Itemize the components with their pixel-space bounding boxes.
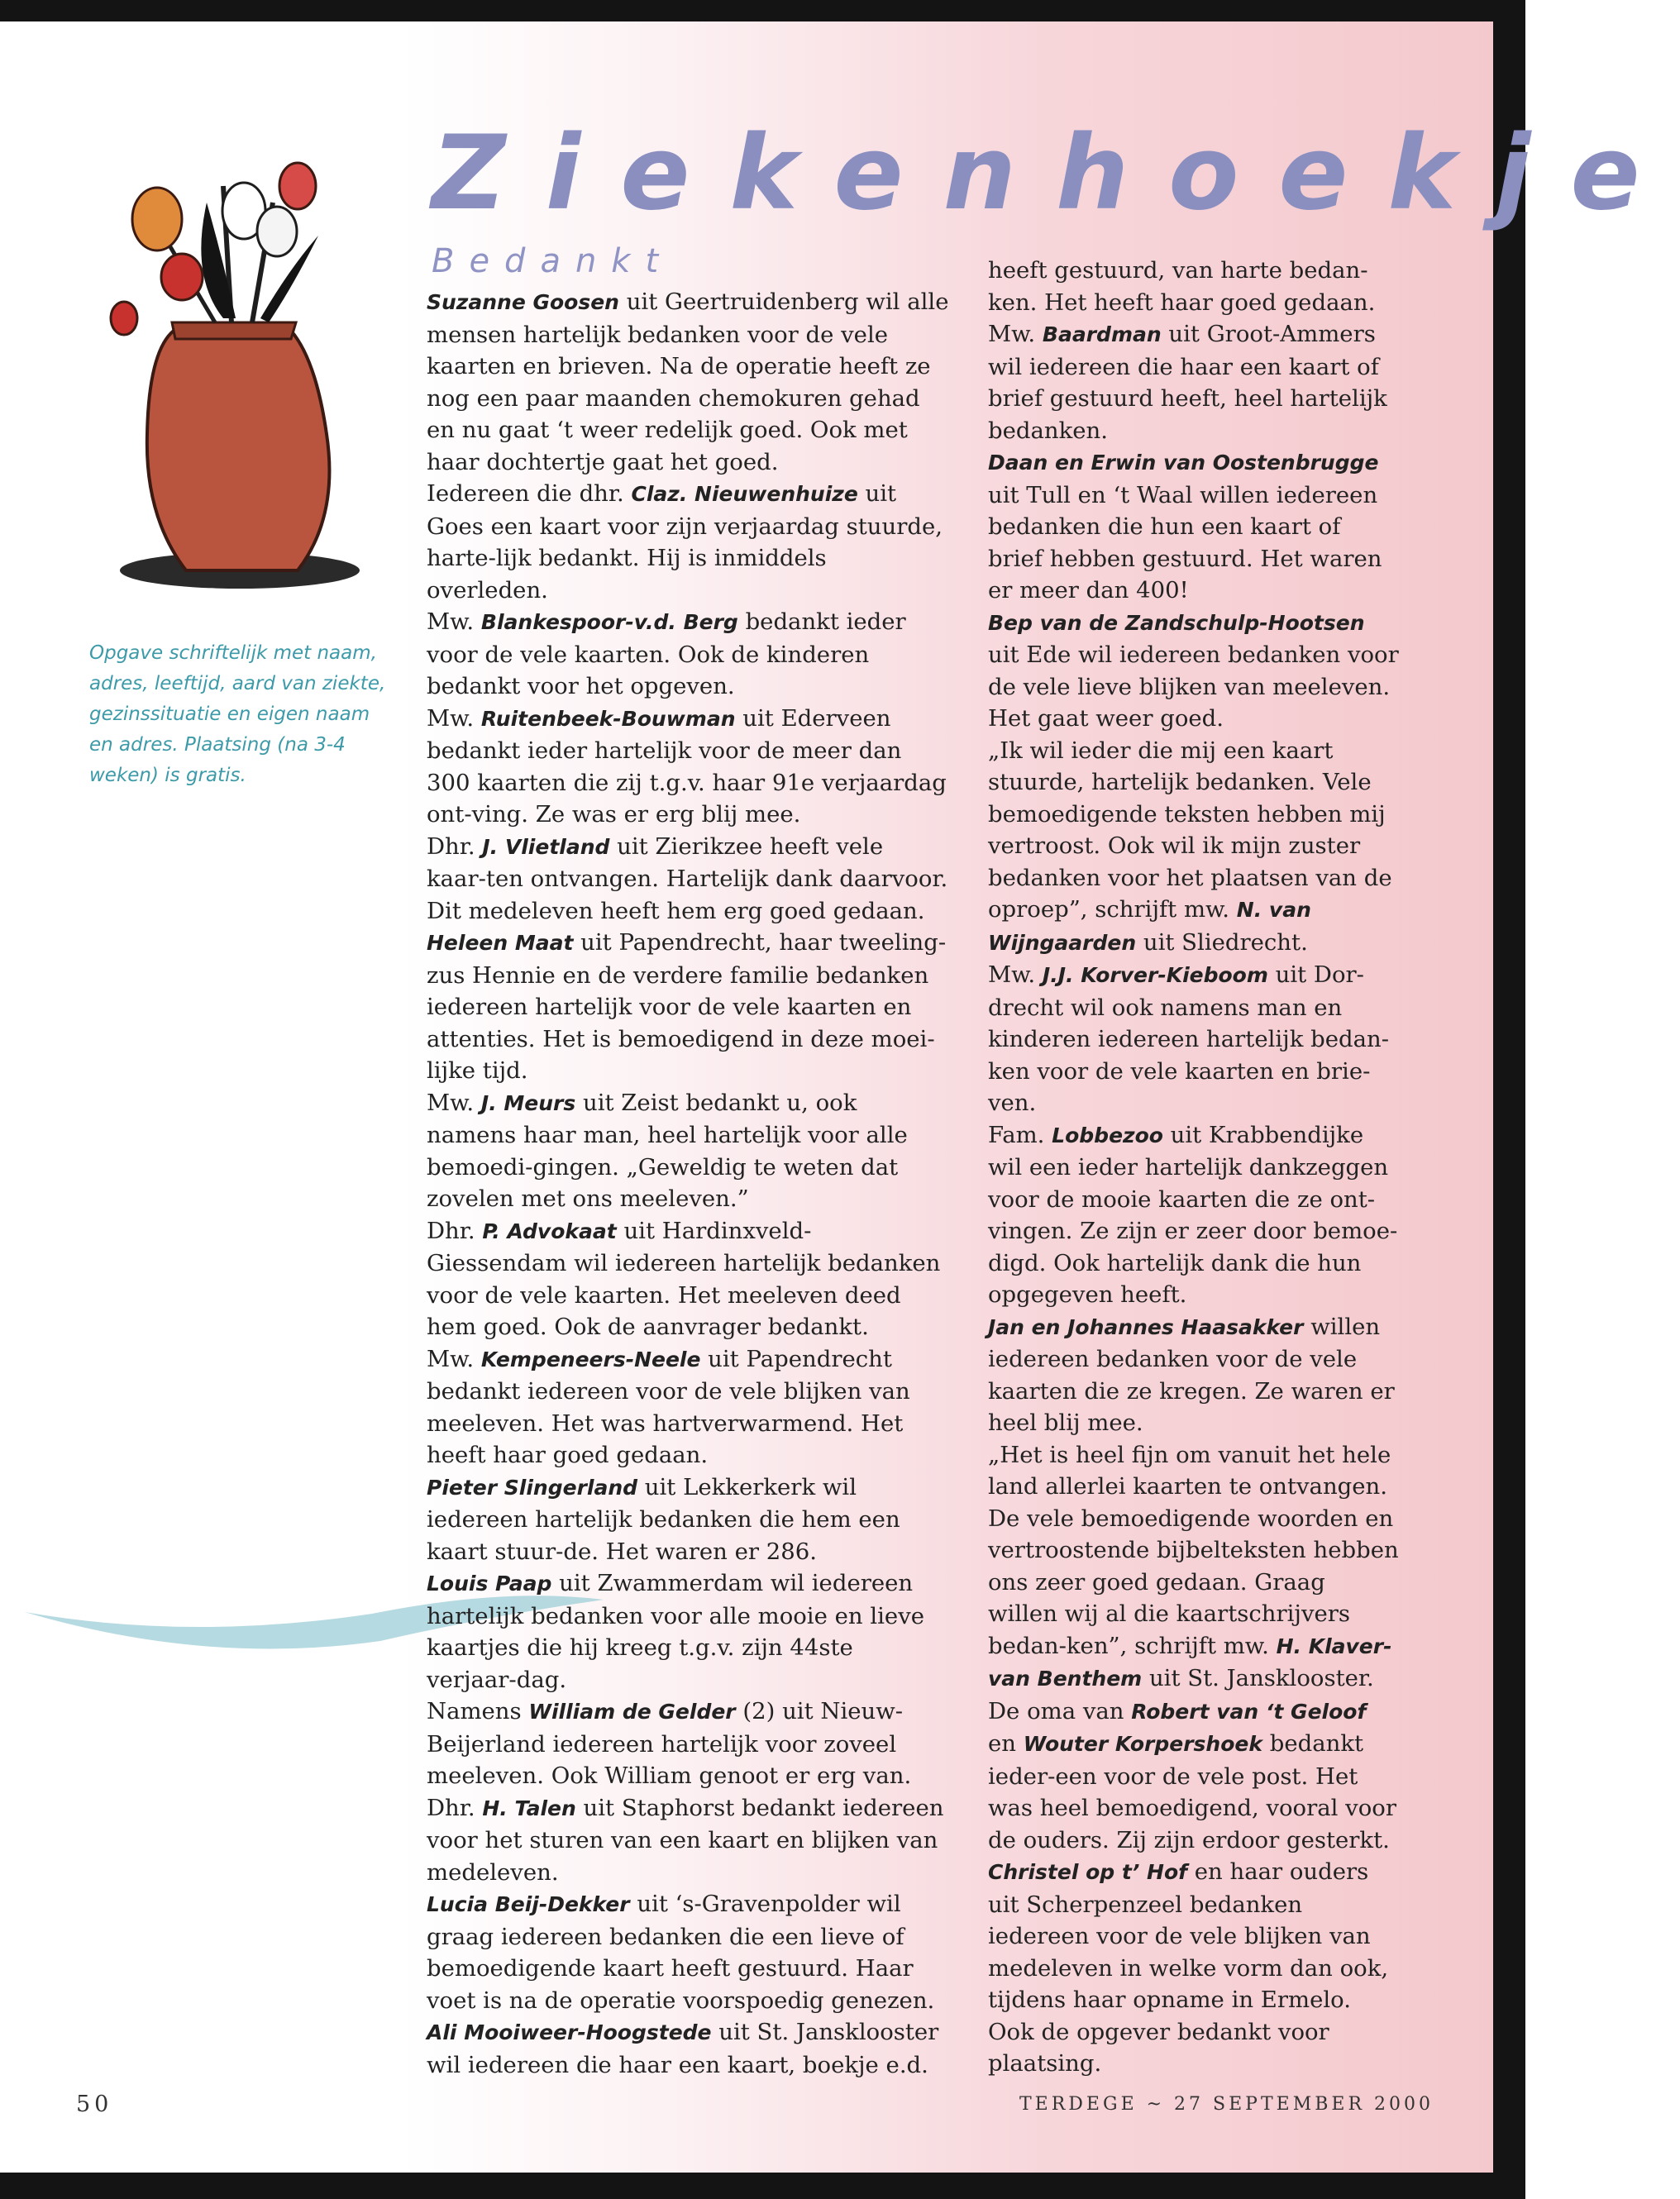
- text-column-1: [427, 286, 949, 2081]
- entry: Mw. Blankespoor-v.d. Berg bedankt ieder voor de vele kaarten. Ook de kinderen bedankt voor het opgeven.: [427, 608, 906, 699]
- publication-footer: TERDEGE ~ 27 SEPTEMBER 2000: [1019, 2094, 1434, 2115]
- entry: Fam. Lobbezoo uit Krabbendijke wil een ieder hartelijk dankzeggen voor de mooie kaarten die ze ont-vingen. Ze zijn er zeer door bemoe-digd. Ook hartelijk dank die hun opgegeven heeft.: [988, 1121, 1398, 1308]
- entry: Dhr. H. Talen uit Staphorst bedankt iedereen voor het sturen van een kaart en blijken van medeleven.: [427, 1794, 944, 1886]
- text-column-2: [988, 255, 1401, 2080]
- tulip-red: [279, 163, 316, 209]
- vase-body: [147, 331, 330, 570]
- flower-vase-illustration: [99, 153, 364, 599]
- entry: heeft gestuurd, van harte bedan-ken. Het heeft haar goed gedaan.: [988, 257, 1376, 316]
- scan-border-bottom: [0, 2173, 1525, 2199]
- entry: Heleen Maat uit Papendrecht, haar tweeling-zus Hennie en de verdere familie bedanken iedereen hartelijk voor de vele kaarten en attenties. Het is bemoedigend in deze moei-lijke tijd.: [427, 929, 947, 1084]
- entry: Dhr. P. Advokaat uit Hardinxveld-Giessendam wil iedereen hartelijk bedanken voor de vele kaarten. Het meeleven deed hem goed. Ook de aanvrager bedankt.: [427, 1217, 941, 1340]
- entry: Christel op t’ Hof en haar ouders uit Scherpenzeel bedanken iedereen voor de vele blijken van medeleven in welke vorm dan ook, tijdens haar opname in Ermelo. Ook de opgever bedankt voor plaatsing.: [988, 1858, 1389, 2077]
- entry: „Het is heel fijn om vanuit het hele land allerlei kaarten te ontvangen. De vele bemoedigende woorden en vertroostende bijbelteksten hebben ons zeer goed gedaan. Graag willen wij al die kaartschrijvers bedan-ken”, schrijft mw. H. Klaver-van Benthem uit St. Jansklooster.: [988, 1441, 1399, 1691]
- entry: Mw. Ruitenbeek-Bouwman uit Ederveen bedankt ieder hartelijk voor de meer dan 300 kaarten die zij t.g.v. haar 91e verjaardag ont-ving. Ze was er erg blij mee.: [427, 704, 947, 828]
- entry: Suzanne Goosen uit Geertruidenberg wil alle mensen hartelijk bedanken voor de vele kaarten en brieven. Na de operatie heeft ze nog een paar maanden chemokuren gehad en nu gaat ‘t weer redelijk goed. Ook met haar dochtertje gaat het goed.: [427, 289, 949, 475]
- entry: Mw. J.J. Korver-Kieboom uit Dor-drecht wil ook namens man en kinderen iedereen hartelijk bedan-ken voor de vele kaarten en brie-ven.: [988, 961, 1389, 1116]
- entry: Daan en Erwin van Oostenbrugge uit Tull en ‘t Waal willen iedereen bedanken die hun een kaart of brief hebben gestuurd. Het waren er meer dan 400!: [988, 451, 1382, 603]
- entry: Pieter Slingerland uit Lekkerkerk wil iedereen hartelijk bedanken die hem een kaart stuur-de. Het waren er 286.: [427, 1473, 900, 1565]
- page-number: 50: [76, 2092, 113, 2117]
- scan-border-right: [1493, 0, 1525, 2199]
- entry: Namens William de Gelder (2) uit Nieuw-Beijerland iedereen hartelijk voor zoveel meeleven. Ook William genoot er erg van.: [427, 1698, 912, 1789]
- entry: Louis Paap uit Zwammerdam wil iedereen hartelijk bedanken voor alle mooie en lieve kaartjes die hij kreeg t.g.v. zijn 44ste verjaar-dag.: [427, 1570, 925, 1693]
- tulip-orange: [132, 188, 182, 250]
- entry: Ali Mooiweer-Hoogstede uit St. Jansklooster wil iedereen die haar een kaart, boekje e.d.: [427, 2019, 939, 2078]
- tulip-red: [111, 302, 137, 335]
- scan-border-top: [0, 0, 1525, 21]
- tulip-red: [161, 254, 203, 300]
- entry: Iedereen die dhr. Claz. Nieuwenhuize uit Goes een kaart voor zijn verjaardag stuurde, harte-lijk bedankt. Hij is inmiddels overleden.: [427, 480, 943, 603]
- entry: Mw. Kempeneers-Neele uit Papendrecht bedankt iedereen voor de vele blijken van meeleven. Het was hartverwarmend. Het heeft haar goed gedaan.: [427, 1345, 910, 1468]
- entry: „Ik wil ieder die mij een kaart stuurde, hartelijk bedanken. Vele bemoedigende teksten hebben mij vertroost. Ook wil ik mijn zuster bedanken voor het plaatsen van de oproep”, schrijft mw. N. van Wijngaarden uit Sliedrecht.: [988, 737, 1392, 956]
- vase-rim: [172, 322, 296, 339]
- tulip-white: [257, 207, 297, 256]
- section-heading: Bedankt: [432, 242, 674, 280]
- entry: Bep van de Zandschulp-Hootsen uit Ede wil iedereen bedanken voor de vele lieve blijken van meeleven. Het gaat weer goed.: [988, 610, 1399, 732]
- page-title: Ziekenhoekje: [432, 114, 1680, 233]
- entry: De oma van Robert van ‘t Geloof en Wouter Korpershoek bedankt ieder-een voor de vele post. Het was heel bemoedigend, vooral voor de ouders. Zij zijn erdoor gesterkt.: [988, 1697, 1396, 1853]
- entry: Mw. Baardman uit Groot-Ammers wil iedereen die haar een kaart of brief gestuurd heeft, heel hartelijk bedanken.: [988, 321, 1387, 444]
- entry: Jan en Johannes Haasakker willen iedereen bedanken voor de vele kaarten die ze kregen. Ze waren er heel blij mee.: [988, 1313, 1395, 1436]
- entry: Lucia Beij-Dekker uit ‘s-Gravenpolder wil graag iedereen bedanken die een lieve of bemoedigende kaart heeft gestuurd. Haar voet is na de operatie voorspoedig genezen.: [427, 1891, 935, 2014]
- entry: Mw. J. Meurs uit Zeist bedankt u, ook namens haar man, heel hartelijk voor alle bemoedi-gingen. „Geweldig te weten dat zovelen met ons meeleven.”: [427, 1089, 908, 1212]
- sidebar-note: Opgave schriftelijk met naam, adres, leeftijd, aard van ziekte, gezinssituatie en eigen naam en adres. Plaatsing (na 3-4 weken) is gratis.: [89, 642, 386, 786]
- entry: Dhr. J. Vlietland uit Zierikzee heeft vele kaar-ten ontvangen. Hartelijk dank daarvoor. Dit medeleven heeft hem erg goed gedaan.: [427, 832, 948, 924]
